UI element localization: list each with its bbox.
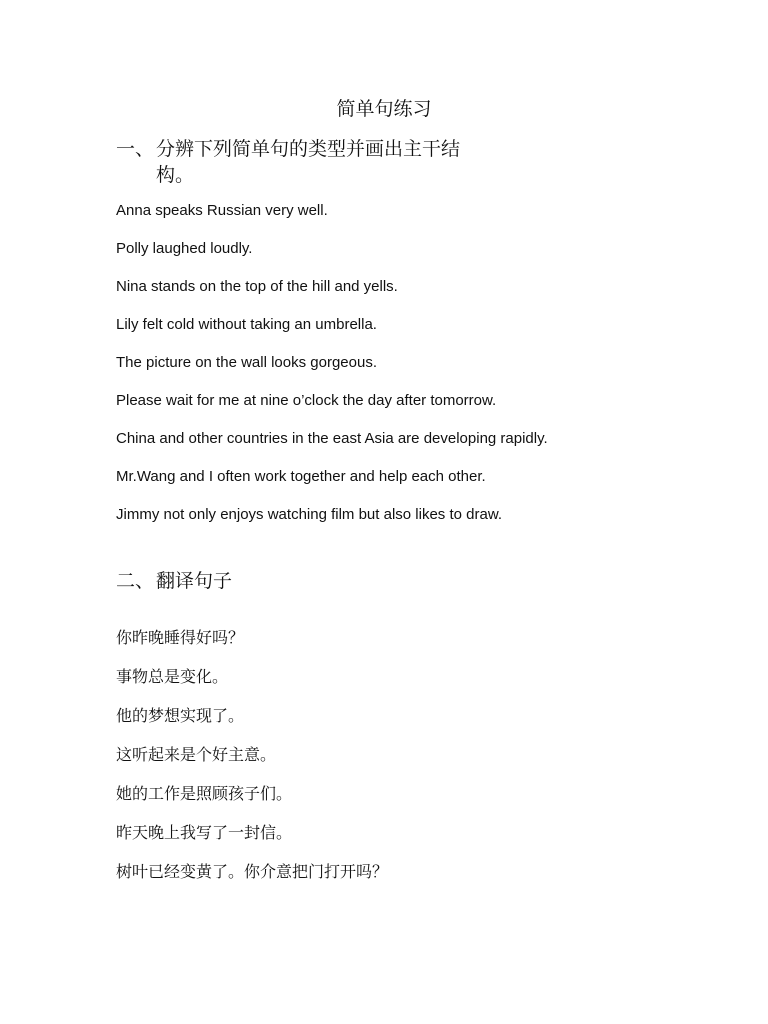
section-2-number: 二、 bbox=[116, 570, 155, 592]
sentence-item: Anna speaks Russian very well. bbox=[116, 202, 328, 219]
sentence-item: Nina stands on the top of the hill and yells. bbox=[116, 278, 398, 295]
translation-item: 事物总是变化。 bbox=[116, 667, 229, 686]
section-1-heading-text: 分辨下列简单句的类型并画出主干结 bbox=[156, 138, 461, 160]
section-1-heading bbox=[116, 136, 460, 162]
section-1-number: 一、 bbox=[116, 138, 155, 160]
section-1-heading-continuation: 构。 bbox=[156, 164, 195, 186]
translation-item: 你昨晚睡得好吗？ bbox=[116, 628, 245, 647]
sentence-item: Jimmy not only enjoys watching film but also likes to draw. bbox=[116, 506, 502, 523]
sentence-item: Mr.Wang and I often work together and help each other. bbox=[116, 468, 486, 485]
sentence-item: Lily felt cold without taking an umbrella. bbox=[116, 316, 377, 333]
translation-item: 树叶已经变黄了。你介意把门打开吗？ bbox=[116, 862, 389, 881]
translation-item: 这听起来是个好主意。 bbox=[116, 745, 277, 764]
sentence-item: Please wait for me at nine o’clock the day after tomorrow. bbox=[116, 392, 497, 409]
sentence-item: The picture on the wall looks gorgeous. bbox=[116, 354, 377, 371]
sentence-item: China and other countries in the east Asia are developing rapidly. bbox=[116, 430, 548, 447]
translation-item: 他的梦想实现了。 bbox=[116, 706, 245, 725]
translation-item: 昨天晚上我写了一封信。 bbox=[116, 823, 293, 842]
section-1-sentence-list bbox=[116, 200, 548, 542]
section-2-heading bbox=[116, 568, 232, 594]
section-2-heading-text: 翻译句子 bbox=[156, 570, 233, 592]
translation-item: 她的工作是照顾孩子们。 bbox=[116, 784, 293, 803]
sentence-item: Polly laughed loudly. bbox=[116, 240, 253, 257]
section-2-sentence-list bbox=[116, 626, 388, 899]
document-title: 简单句练习 bbox=[336, 98, 432, 120]
